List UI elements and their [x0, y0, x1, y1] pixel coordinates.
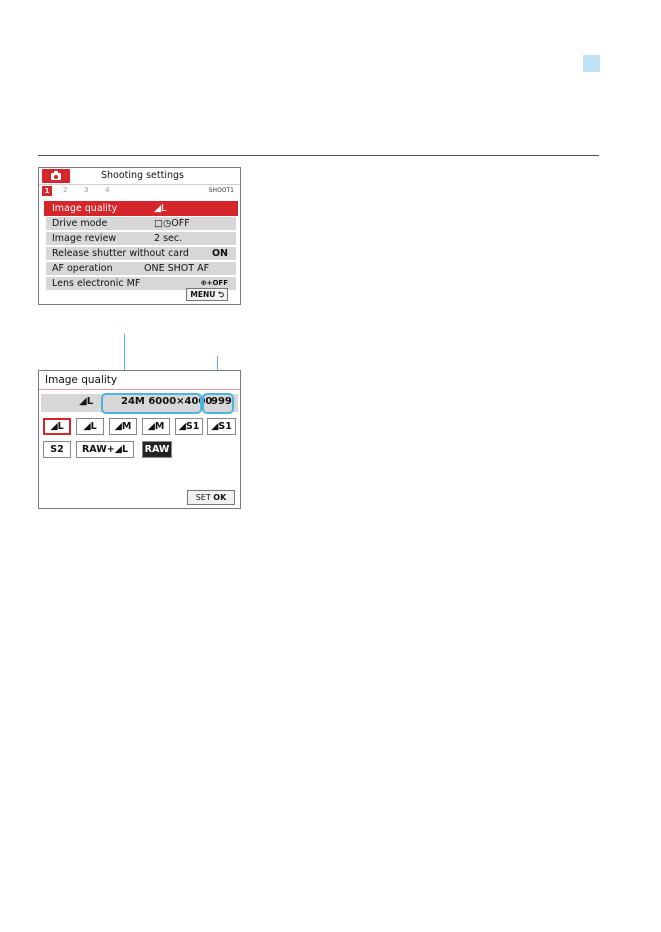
- current-quality: ◢L: [79, 396, 94, 407]
- quality-option-raw[interactable]: RAW: [142, 441, 172, 458]
- set-ok-button[interactable]: [187, 490, 235, 505]
- menu-row-value: ONE SHOT AF: [144, 263, 210, 274]
- section-rule: [38, 155, 599, 156]
- menu-row-label: Image quality: [52, 203, 118, 214]
- menu-row-label: Drive mode: [52, 218, 108, 229]
- pixel-count: 24M 6000×4000: [121, 396, 213, 407]
- menu-row-label: AF operation: [52, 263, 113, 274]
- menu-row-value: ◢L: [154, 203, 167, 214]
- menu-row-label: Image review: [52, 233, 117, 244]
- menu-row-image-review[interactable]: [46, 232, 236, 245]
- section-tab-marker: [583, 55, 600, 72]
- ok-label: OK: [213, 493, 227, 502]
- menu-row-image-quality[interactable]: [44, 201, 238, 216]
- page-tab-1[interactable]: 1: [42, 186, 52, 196]
- page-tab-3[interactable]: 3: [84, 186, 89, 194]
- menu-header: [39, 168, 240, 185]
- menu-row-value: 2 sec.: [154, 233, 183, 244]
- menu-row-label: Release shutter without card: [52, 248, 189, 259]
- image-quality-screen: [38, 370, 241, 509]
- menu-row-value: □◷OFF: [154, 218, 190, 229]
- quality-option-s1-normal[interactable]: ◢S1: [207, 418, 236, 435]
- menu-row-value: ON: [211, 248, 228, 259]
- page-tab-2[interactable]: 2: [63, 186, 68, 194]
- camera-lens-icon: [54, 175, 58, 179]
- menu-row-release-shutter[interactable]: [46, 247, 236, 260]
- quality-title: Image quality: [45, 374, 118, 386]
- shooting-settings-screen: [38, 167, 241, 305]
- tab-code: SHOOT1: [208, 187, 234, 194]
- title-divider: [39, 389, 240, 390]
- pixel-count-highlight: [101, 393, 202, 414]
- possible-shots: 999: [211, 396, 232, 407]
- menu-title: Shooting settings: [101, 170, 184, 181]
- menu-row-af-operation[interactable]: [46, 262, 236, 275]
- quality-option-l-normal[interactable]: ◢L: [76, 418, 104, 435]
- page-tabs: [39, 185, 240, 197]
- set-label: SET: [195, 493, 211, 502]
- shots-highlight: [202, 393, 234, 414]
- quality-option-s2[interactable]: S2: [43, 441, 71, 458]
- quality-option-s1-fine[interactable]: ◢S1: [175, 418, 203, 435]
- menu-row-label: Lens electronic MF: [52, 278, 141, 289]
- menu-back-button[interactable]: MENU ⮌: [186, 288, 228, 301]
- quality-option-l-fine[interactable]: ◢L: [43, 418, 71, 435]
- quality-option-raw-plus-l[interactable]: RAW+◢L: [76, 441, 134, 458]
- page-tab-4[interactable]: 4: [105, 186, 110, 194]
- quality-option-m-normal[interactable]: ◢M: [142, 418, 170, 435]
- quality-option-m-fine[interactable]: ◢M: [109, 418, 137, 435]
- menu-row-drive-mode[interactable]: [46, 217, 236, 230]
- menu-row-value: ⊕+OFF: [200, 279, 228, 287]
- camera-tab[interactable]: [42, 169, 70, 183]
